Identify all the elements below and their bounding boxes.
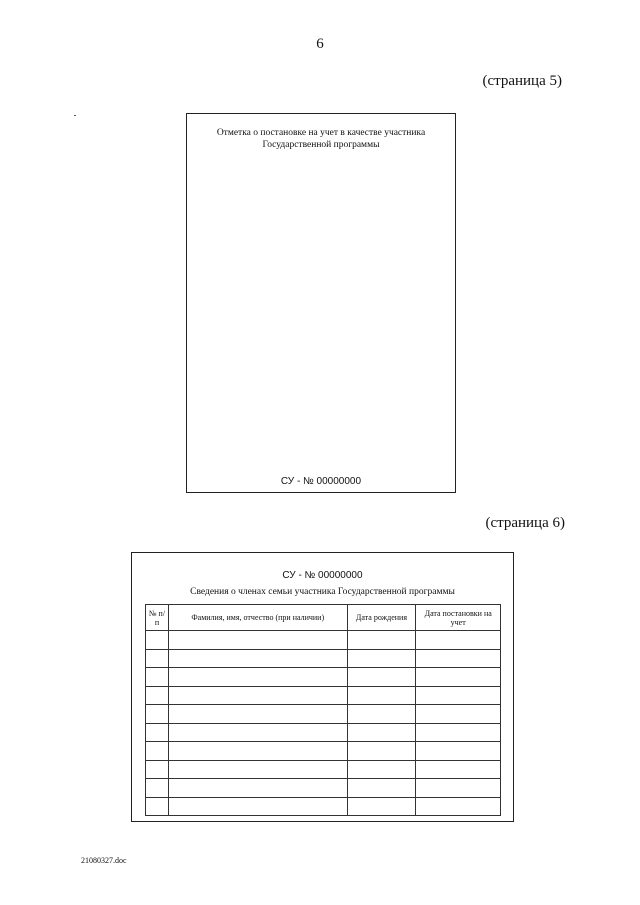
table-cell xyxy=(416,649,501,668)
page5-label: (страница 5) xyxy=(482,73,562,89)
table-header-row xyxy=(146,605,501,631)
header-birth-date: Дата рождения xyxy=(347,605,416,631)
table-cell xyxy=(146,668,169,687)
table-cell xyxy=(347,779,416,798)
table-cell xyxy=(168,631,347,650)
family-members-card xyxy=(131,552,514,822)
page6-label: (страница 6) xyxy=(485,515,565,531)
table-cell xyxy=(347,797,416,816)
header-full-name: Фамилия, имя, отчество (при наличии) xyxy=(168,605,347,631)
table-cell xyxy=(416,742,501,761)
table-cell xyxy=(146,797,169,816)
table-cell xyxy=(146,760,169,779)
table-row xyxy=(146,742,501,761)
card5-title-line1: Отметка о постановке на учет в качестве участника xyxy=(216,128,426,138)
table-cell xyxy=(146,779,169,798)
table-cell xyxy=(416,760,501,779)
card5-title-line2: Государственной программы xyxy=(262,140,380,150)
table-cell xyxy=(168,686,347,705)
table-cell xyxy=(168,723,347,742)
table-cell xyxy=(347,742,416,761)
table-row xyxy=(146,631,501,650)
table-cell xyxy=(146,649,169,668)
table-cell xyxy=(168,760,347,779)
table-cell xyxy=(168,779,347,798)
table-row xyxy=(146,668,501,687)
table-cell xyxy=(347,705,416,724)
table-cell xyxy=(146,686,169,705)
table-cell xyxy=(416,723,501,742)
table-row xyxy=(146,797,501,816)
registration-mark-card xyxy=(186,113,456,493)
table-cell xyxy=(146,631,169,650)
table-cell xyxy=(146,723,169,742)
table-cell xyxy=(416,631,501,650)
table-cell xyxy=(146,742,169,761)
table-cell xyxy=(347,723,416,742)
table-cell xyxy=(347,631,416,650)
card6-title: Сведения о членах семьи участника Государственной программы xyxy=(190,587,455,597)
table-row xyxy=(146,649,501,668)
table-cell xyxy=(168,742,347,761)
table-cell xyxy=(347,686,416,705)
table-cell xyxy=(416,705,501,724)
page-number: 6 xyxy=(316,36,324,52)
table-cell xyxy=(416,797,501,816)
stray-mark xyxy=(74,115,76,116)
card5-title xyxy=(187,127,455,151)
header-registration-date: Дата постановки на учет xyxy=(416,605,501,631)
document-filename: 21080327.doc xyxy=(81,856,127,865)
table-cell xyxy=(168,797,347,816)
table-row xyxy=(146,705,501,724)
table-row xyxy=(146,723,501,742)
table-cell xyxy=(168,649,347,668)
table-row xyxy=(146,779,501,798)
table-cell xyxy=(416,668,501,687)
table-cell xyxy=(168,705,347,724)
table-cell xyxy=(347,760,416,779)
table-cell xyxy=(416,779,501,798)
table-cell xyxy=(168,668,347,687)
table-cell xyxy=(416,686,501,705)
table-row xyxy=(146,760,501,779)
family-members-table xyxy=(145,604,501,816)
header-number: № п/п xyxy=(146,605,169,631)
card6-number: СУ - № 00000000 xyxy=(282,570,363,581)
table-row xyxy=(146,686,501,705)
table-cell xyxy=(347,668,416,687)
table-cell xyxy=(347,649,416,668)
card5-number: СУ - № 00000000 xyxy=(280,476,362,487)
table-cell xyxy=(146,705,169,724)
